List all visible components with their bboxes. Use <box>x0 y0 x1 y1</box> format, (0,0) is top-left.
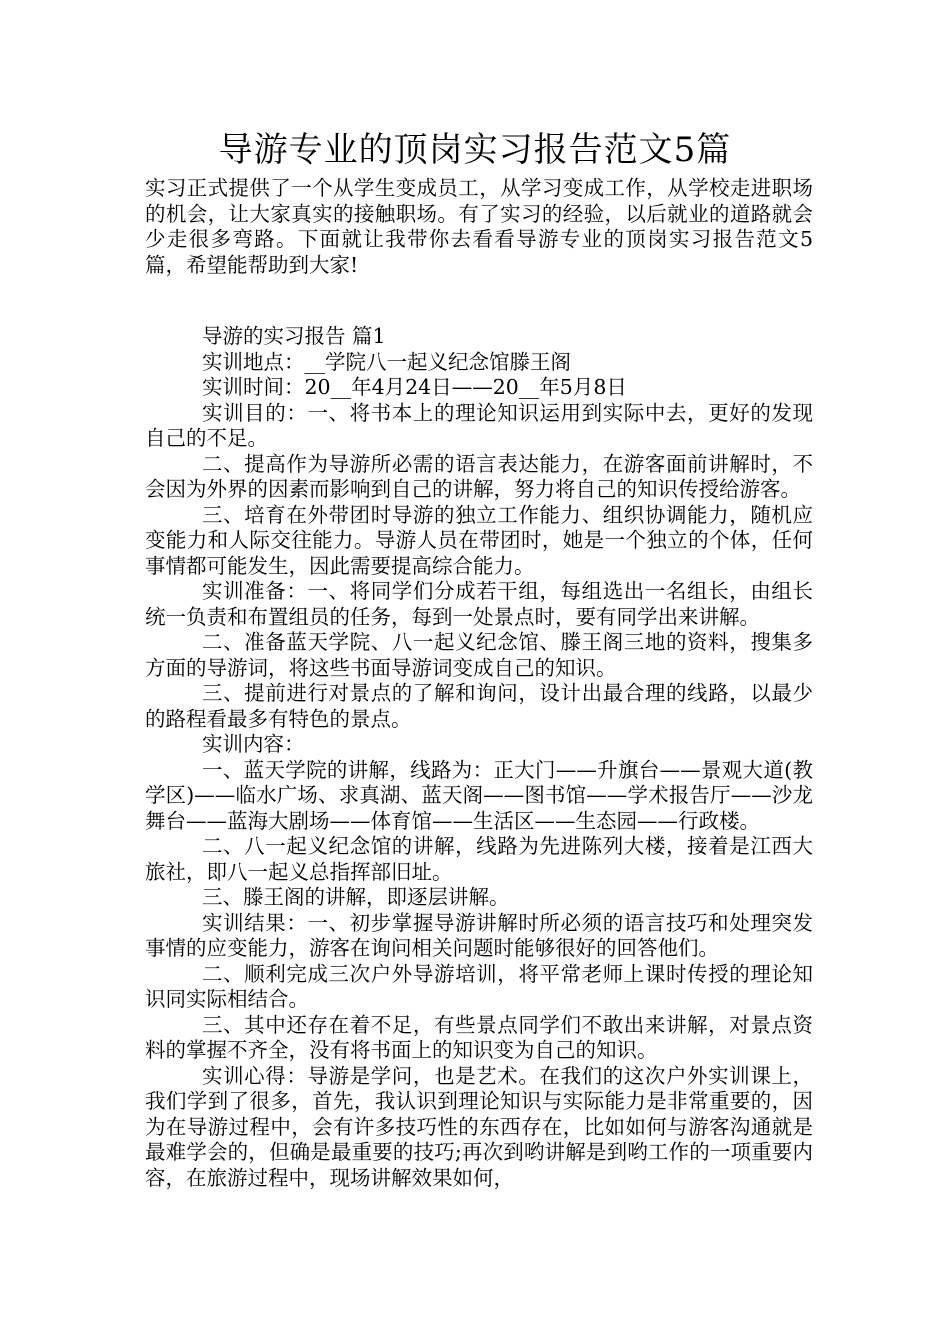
training-time: 实训时间：20__年4月24日——20__年5月8日 <box>202 375 627 399</box>
document-title: 导游专业的顶岗实习报告范文5篇 <box>218 130 732 170</box>
body-paragraph: 三、提前进行对景点的了解和询问，设计出最合理的线路，以最少的路程看最多有特色的景点。 <box>145 681 813 731</box>
intro-paragraph: 实习正式提供了一个从学生变成员工，从学习变成工作，从学校走进职场的机会，让大家真实的接触职场。有了实习的经验，以后就业的道路就会少走很多弯路。下面就让我带你去看看导游专业的顶岗实习报告范文5篇，希望能帮助到大家! <box>145 176 813 277</box>
body-paragraph: 二、准备蓝天学院、八一起义纪念馆、滕王阁三地的资料，搜集多方面的导游词，将这些书面导游词变成自己的知识。 <box>145 630 813 680</box>
body-paragraph: 一、蓝天学院的讲解，线路为：正大门——升旗台——景观大道(教学区)——临水广场、求真湖、蓝天阁——图书馆——学术报告厅——沙龙舞台——蓝海大剧场——体育馆——生活区——生态园——行政楼。 <box>145 757 813 833</box>
body-paragraph: 三、培育在外带团时导游的独立工作能力、组织协调能力，随机应变能力和人际交往能力。导游人员在带团时，她是一个独立的个体，任何事情都可能发生，因此需要提高综合能力。 <box>145 502 813 578</box>
body-paragraph: 实训准备：一、将同学们分成若干组，每组选出一名组长，由组长统一负责和布置组员的任务，每到一处景点时，要有同学出来讲解。 <box>145 579 813 629</box>
document-body <box>145 176 813 1191</box>
body-paragraph: 实训目的：一、将书本上的理论知识运用到实际中去，更好的发现自己的不足。 <box>145 400 813 450</box>
body-paragraph: 实训内容： <box>202 732 305 756</box>
body-paragraph: 三、其中还存在着不足，有些景点同学们不敢出来讲解，对景点资料的掌握不齐全，没有将书面上的知识变为自己的知识。 <box>145 1012 813 1062</box>
body-paragraph: 二、八一起义纪念馆的讲解，线路为先进陈列大楼，接着是江西大旅社，即八一起义总指挥部旧址。 <box>145 834 813 884</box>
training-location: 实训地点：__学院八一起义纪念馆滕王阁 <box>202 349 571 374</box>
body-paragraph: 实训心得：导游是学问，也是艺术。在我们的这次户外实训课上，我们学到了很多，首先，我认识到理论知识与实际能力是非常重要的，因为在导游过程中，会有许多技巧性的东西存在，比如如何与游客沟通就是最难学会的，但确是最重要的技巧;再次到哟讲解是到哟工作的一项重要内容，在旅游过程中，现场讲解效果如何， <box>145 1063 813 1190</box>
body-paragraph: 三、滕王阁的讲解，即逐层讲解。 <box>202 885 510 909</box>
paragraph-spacer <box>145 278 813 324</box>
body-paragraph: 二、提高作为导游所必需的语言表达能力，在游客面前讲解时，不会因为外界的因素而影响到自己的讲解，努力将自己的知识传授给游客。 <box>145 451 813 501</box>
section-heading: 导游的实习报告 篇1 <box>202 324 386 348</box>
body-paragraph: 实训结果：一、初步掌握导游讲解时所必须的语言技巧和处理突发事情的应变能力，游客在询问相关问题时能够很好的回答他们。 <box>145 910 813 960</box>
body-paragraph: 二、顺利完成三次户外导游培训，将平常老师上课时传授的理论知识同实际相结合。 <box>145 961 813 1011</box>
